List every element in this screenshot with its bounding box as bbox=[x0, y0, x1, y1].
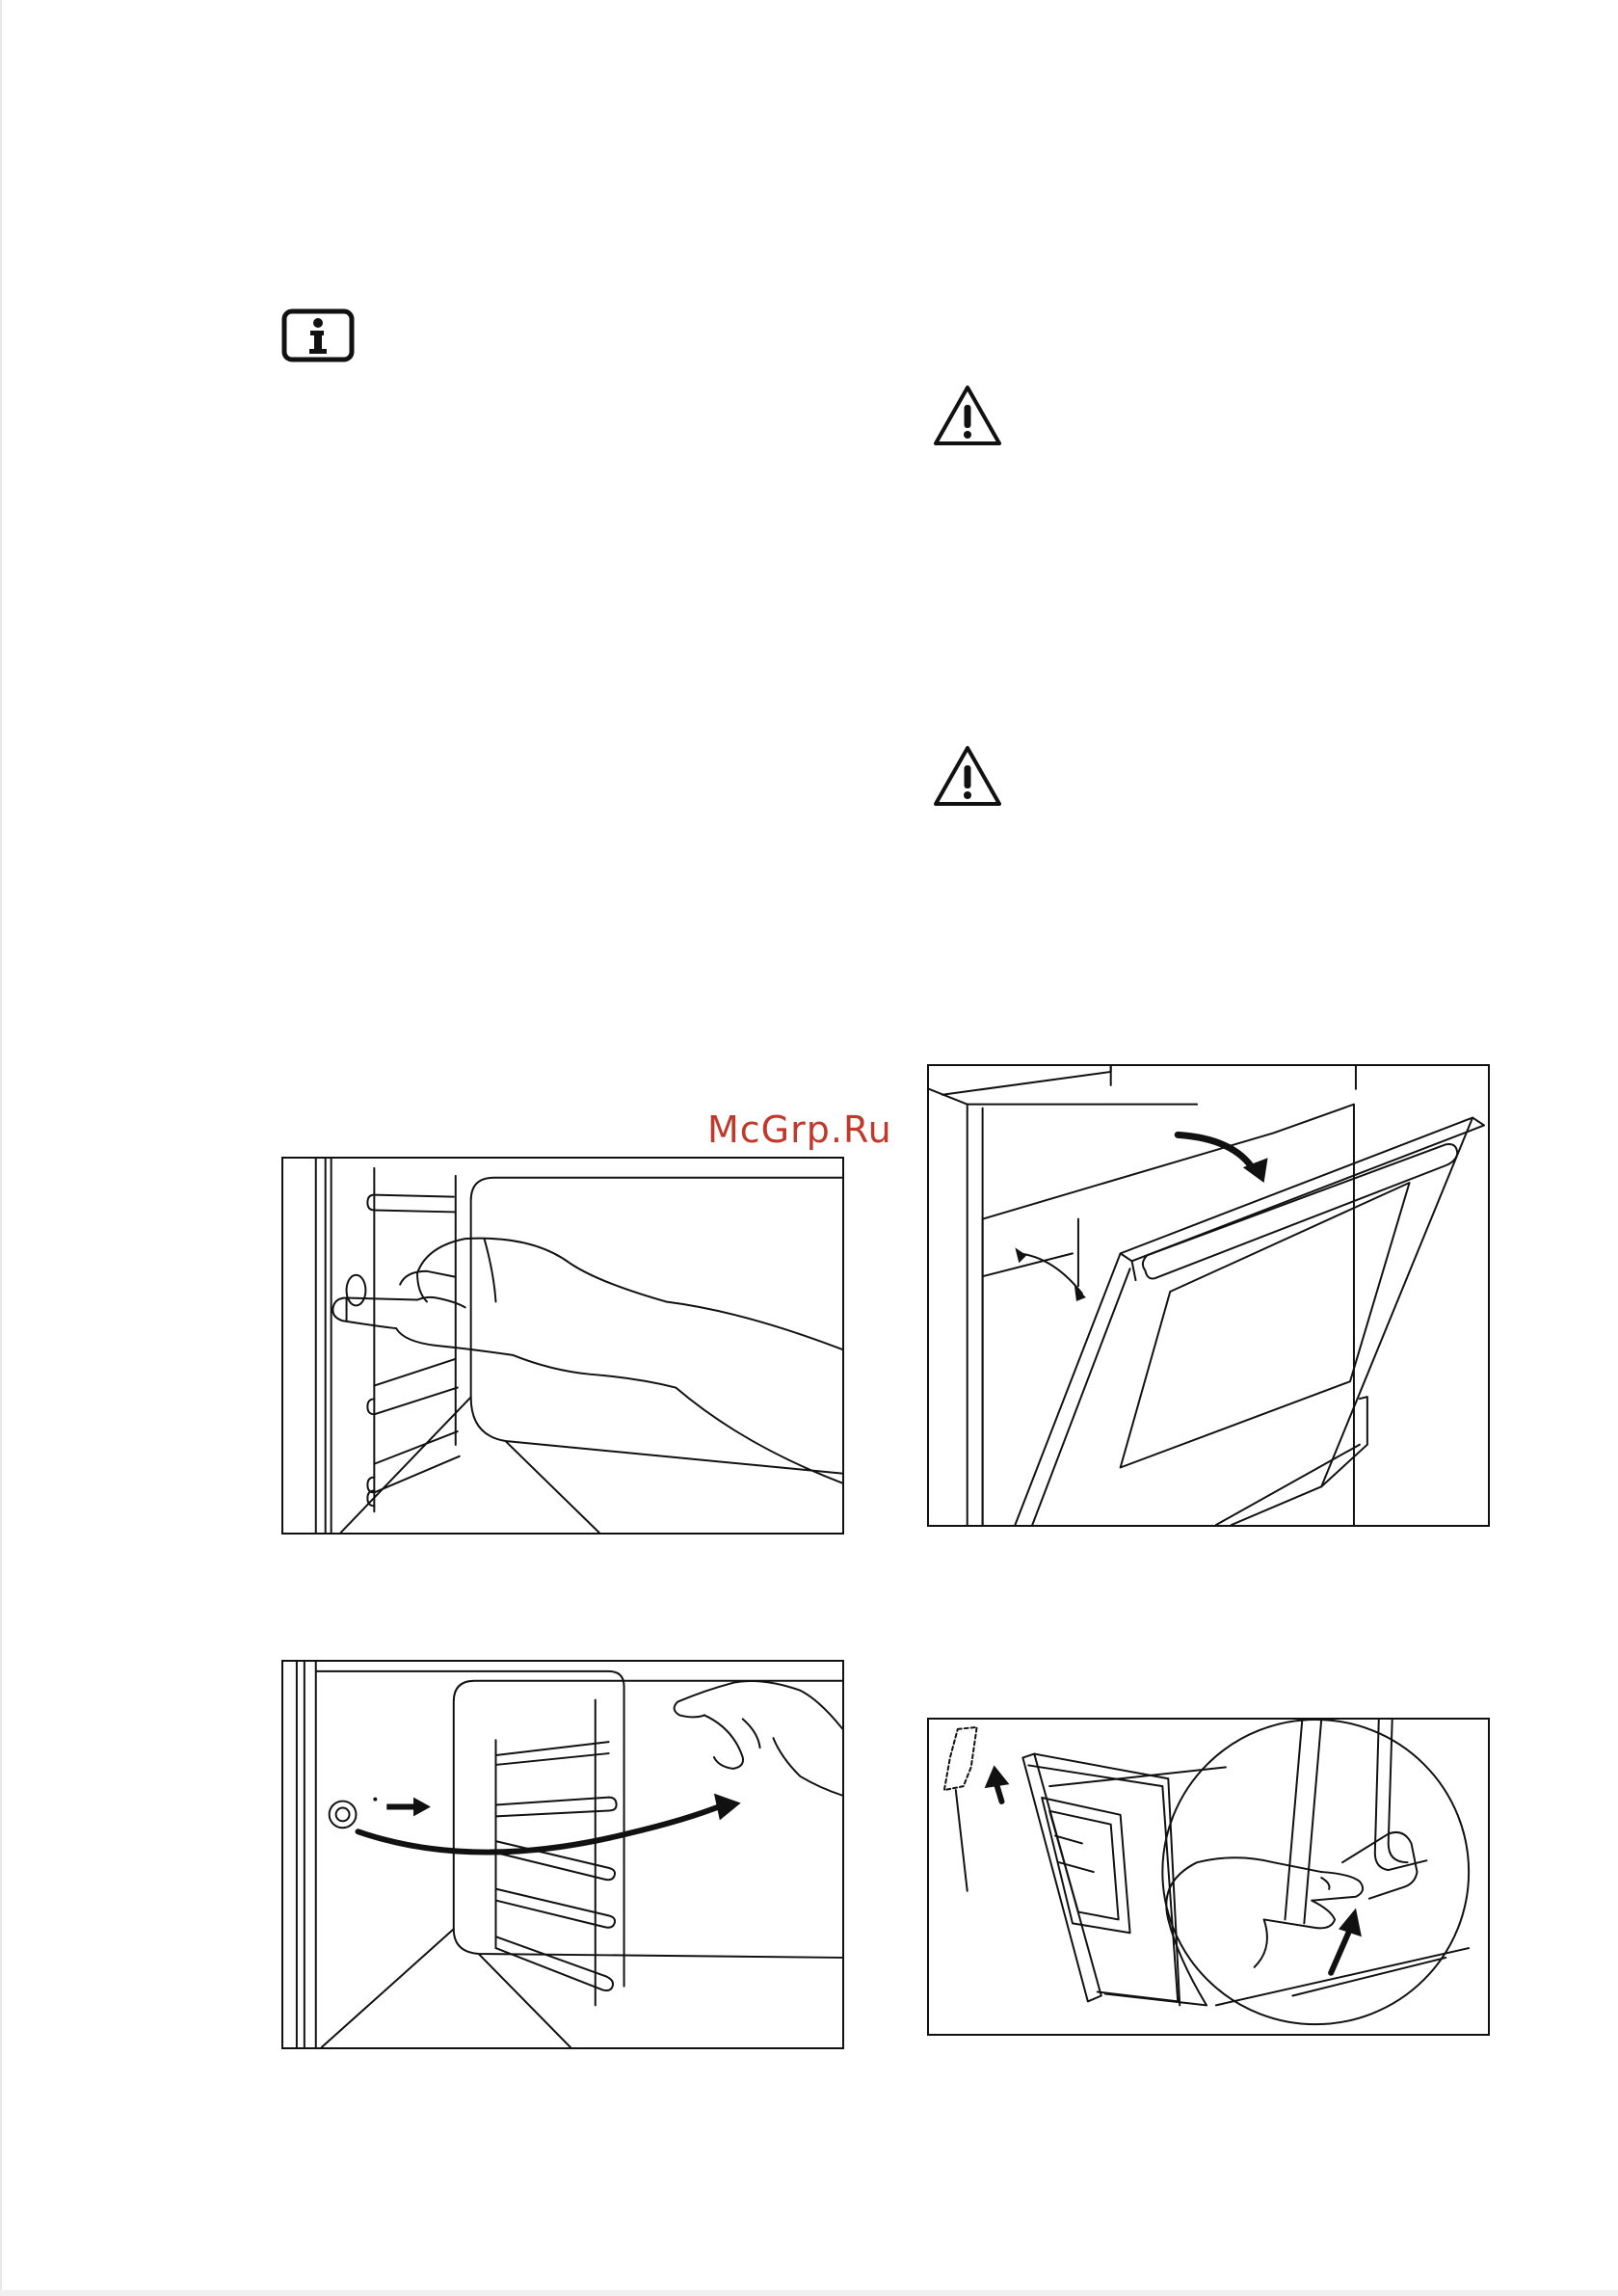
figure-remove-door-panel bbox=[927, 1718, 1490, 2036]
watermark-text: McGrp.Ru bbox=[707, 1108, 892, 1151]
figure-remove-shelf-support bbox=[281, 1157, 844, 1535]
warning-icon bbox=[933, 384, 1002, 447]
page-edge bbox=[0, 2290, 1618, 2296]
page-edge bbox=[0, 0, 2, 2296]
figure-open-door bbox=[927, 1064, 1490, 1527]
warning-icon bbox=[933, 744, 1002, 808]
figure-install-shelf-support bbox=[281, 1660, 844, 2049]
info-icon bbox=[281, 308, 355, 362]
